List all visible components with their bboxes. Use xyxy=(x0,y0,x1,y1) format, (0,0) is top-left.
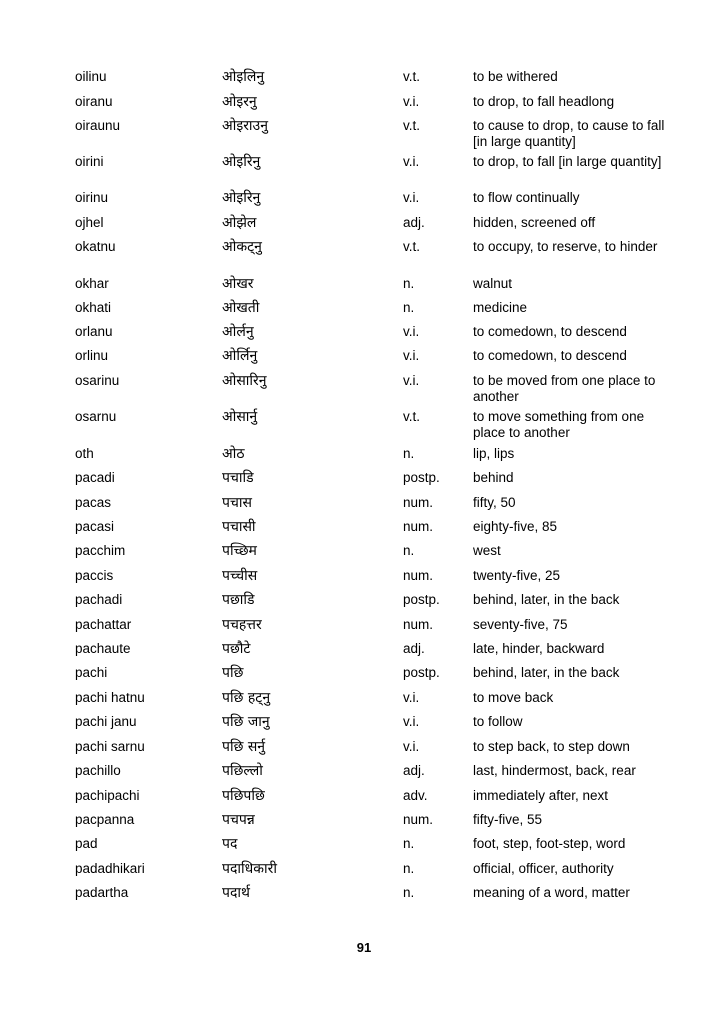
entry-headword: pachipachi xyxy=(75,788,140,803)
page-number: 91 xyxy=(356,940,372,955)
entry-devanagari: पचासी xyxy=(222,519,256,535)
entry-definition: meaning of a word, matter xyxy=(473,885,630,900)
entry-headword: ojhel xyxy=(75,215,104,230)
entry-part-of-speech: v.i. xyxy=(403,94,420,109)
entry-definition: fifty, 50 xyxy=(473,495,516,510)
entry-headword: oiraunu xyxy=(75,118,121,133)
entry-definition: to drop, to fall [in large quantity] xyxy=(473,154,662,169)
entry-headword: okhar xyxy=(75,276,109,291)
entry-part-of-speech: n. xyxy=(403,446,415,461)
entry-devanagari: ओइरिनु xyxy=(222,190,261,206)
entry-part-of-speech: num. xyxy=(403,495,434,510)
entry-devanagari: ओखर xyxy=(222,276,254,292)
entry-part-of-speech: adj. xyxy=(403,763,425,778)
entry-definition: immediately after, next xyxy=(473,788,609,803)
entry-headword: oth xyxy=(75,446,94,461)
entry-devanagari: पचाडि xyxy=(222,470,254,486)
entry-part-of-speech: v.i. xyxy=(403,739,420,754)
entry-definition: west xyxy=(473,543,501,558)
entry-devanagari: पछि xyxy=(222,665,244,681)
entry-devanagari: पछि जानु xyxy=(222,714,270,730)
entry-devanagari: ओसारिनु xyxy=(222,373,267,389)
entry-definition: to move something from one place to another xyxy=(473,409,645,440)
entry-definition: to follow xyxy=(473,714,523,729)
entry-definition: foot, step, foot-step, word xyxy=(473,836,626,851)
entry-part-of-speech: v.i. xyxy=(403,190,420,205)
entry-part-of-speech: num. xyxy=(403,812,434,827)
entry-headword: pachi xyxy=(75,665,108,680)
entry-devanagari: पद xyxy=(222,836,238,852)
entry-headword: oiranu xyxy=(75,94,113,109)
entry-headword: pachattar xyxy=(75,617,132,632)
entry-devanagari: पचपन्न xyxy=(222,812,255,828)
entry-part-of-speech: n. xyxy=(403,300,415,315)
entry-headword: pachi hatnu xyxy=(75,690,145,705)
entry-headword: pacchim xyxy=(75,543,126,558)
entry-part-of-speech: v.t. xyxy=(403,69,421,84)
entry-definition: behind xyxy=(473,470,514,485)
entry-part-of-speech: v.i. xyxy=(403,348,420,363)
entry-definition: fifty-five, 55 xyxy=(473,812,543,827)
entry-part-of-speech: v.i. xyxy=(403,373,420,388)
entry-part-of-speech: num. xyxy=(403,617,434,632)
entry-definition: to cause to drop, to cause to fall [in large quantity] xyxy=(473,118,665,149)
entry-part-of-speech: postp. xyxy=(403,592,440,607)
entry-devanagari: ओर्लिनु xyxy=(222,348,258,364)
entry-definition: to flow continually xyxy=(473,190,580,205)
entry-headword: orlanu xyxy=(75,324,113,339)
entry-definition: to occupy, to reserve, to hinder xyxy=(473,239,658,254)
entry-definition: seventy-five, 75 xyxy=(473,617,568,632)
entry-part-of-speech: n. xyxy=(403,885,415,900)
entry-definition: twenty-five, 25 xyxy=(473,568,561,583)
entry-definition: to comedown, to descend xyxy=(473,348,627,363)
entry-headword: okatnu xyxy=(75,239,116,254)
entry-headword: pacadi xyxy=(75,470,115,485)
entry-part-of-speech: v.t. xyxy=(403,118,421,133)
entry-headword: oirini xyxy=(75,154,104,169)
entry-devanagari: पच्चीस xyxy=(222,568,258,584)
entry-headword: pacpanna xyxy=(75,812,135,827)
entry-devanagari: ओझेल xyxy=(222,215,257,231)
entry-devanagari: पछि हट्नु xyxy=(222,690,271,706)
entry-part-of-speech: adv. xyxy=(403,788,428,803)
entry-definition: to move back xyxy=(473,690,554,705)
entry-definition: eighty-five, 85 xyxy=(473,519,558,534)
entry-devanagari: पछिपछि xyxy=(222,788,265,804)
entry-headword: pachi janu xyxy=(75,714,137,729)
entry-part-of-speech: postp. xyxy=(403,665,440,680)
entry-devanagari: ओइराउनु xyxy=(222,118,268,134)
entry-devanagari: पचहत्तर xyxy=(222,617,262,633)
entry-devanagari: पछि सर्नु xyxy=(222,739,266,755)
entry-part-of-speech: n. xyxy=(403,861,415,876)
entry-headword: osarinu xyxy=(75,373,120,388)
entry-headword: osarnu xyxy=(75,409,117,424)
entry-part-of-speech: num. xyxy=(403,519,434,534)
entry-devanagari: ओइरिनु xyxy=(222,154,261,170)
entry-headword: pachi sarnu xyxy=(75,739,145,754)
entry-definition: walnut xyxy=(473,276,513,291)
entry-definition: lip, lips xyxy=(473,446,515,461)
entry-devanagari: ओकट्नु xyxy=(222,239,262,255)
entry-part-of-speech: v.t. xyxy=(403,239,421,254)
entry-definition: to step back, to step down xyxy=(473,739,630,754)
entry-definition: to be withered xyxy=(473,69,558,84)
entry-devanagari: ओइलिनु xyxy=(222,69,265,85)
entry-headword: oilinu xyxy=(75,69,107,84)
entry-part-of-speech: num. xyxy=(403,568,434,583)
entry-devanagari: पछौटे xyxy=(222,641,251,657)
entry-headword: padadhikari xyxy=(75,861,145,876)
entry-part-of-speech: v.i. xyxy=(403,690,420,705)
entry-headword: pachillo xyxy=(75,763,121,778)
entry-devanagari: पदार्थ xyxy=(222,885,250,901)
entry-part-of-speech: n. xyxy=(403,276,415,291)
entry-definition: to comedown, to descend xyxy=(473,324,627,339)
entry-devanagari: ओसार्नु xyxy=(222,409,258,425)
entry-definition: official, officer, authority xyxy=(473,861,614,876)
entry-devanagari: पदाधिकारी xyxy=(222,861,277,877)
entry-part-of-speech: v.i. xyxy=(403,324,420,339)
entry-devanagari: ओर्लनु xyxy=(222,324,254,340)
entry-headword: pachadi xyxy=(75,592,123,607)
entry-part-of-speech: postp. xyxy=(403,470,440,485)
entry-definition: to be moved from one place to another xyxy=(473,373,656,404)
entry-definition: to drop, to fall headlong xyxy=(473,94,615,109)
entry-part-of-speech: adj. xyxy=(403,215,425,230)
entry-headword: pachaute xyxy=(75,641,131,656)
entry-devanagari: पछाडि xyxy=(222,592,255,608)
entry-headword: pacasi xyxy=(75,519,115,534)
entry-headword: okhati xyxy=(75,300,112,315)
entry-devanagari: ओखती xyxy=(222,300,260,316)
entry-definition: behind, later, in the back xyxy=(473,665,620,680)
entry-devanagari: पचास xyxy=(222,495,252,511)
entry-headword: orlinu xyxy=(75,348,109,363)
entry-headword: pad xyxy=(75,836,98,851)
entry-definition: behind, later, in the back xyxy=(473,592,620,607)
entry-devanagari: ओठ xyxy=(222,446,245,462)
entry-part-of-speech: n. xyxy=(403,543,415,558)
entry-headword: padartha xyxy=(75,885,129,900)
entry-definition: hidden, screened off xyxy=(473,215,596,230)
entry-part-of-speech: n. xyxy=(403,836,415,851)
entry-part-of-speech: v.i. xyxy=(403,714,420,729)
entry-devanagari: पछिल्लो xyxy=(222,763,263,779)
entry-definition: medicine xyxy=(473,300,528,315)
entry-part-of-speech: adj. xyxy=(403,641,425,656)
entry-headword: paccis xyxy=(75,568,114,583)
entry-headword: pacas xyxy=(75,495,112,510)
entry-definition: late, hinder, backward xyxy=(473,641,605,656)
entry-definition: last, hindermost, back, rear xyxy=(473,763,636,778)
entry-part-of-speech: v.i. xyxy=(403,154,420,169)
entry-devanagari: ओइरनु xyxy=(222,94,257,110)
entry-devanagari: पच्छिम xyxy=(222,543,257,559)
entry-headword: oirinu xyxy=(75,190,109,205)
entry-part-of-speech: v.t. xyxy=(403,409,421,424)
